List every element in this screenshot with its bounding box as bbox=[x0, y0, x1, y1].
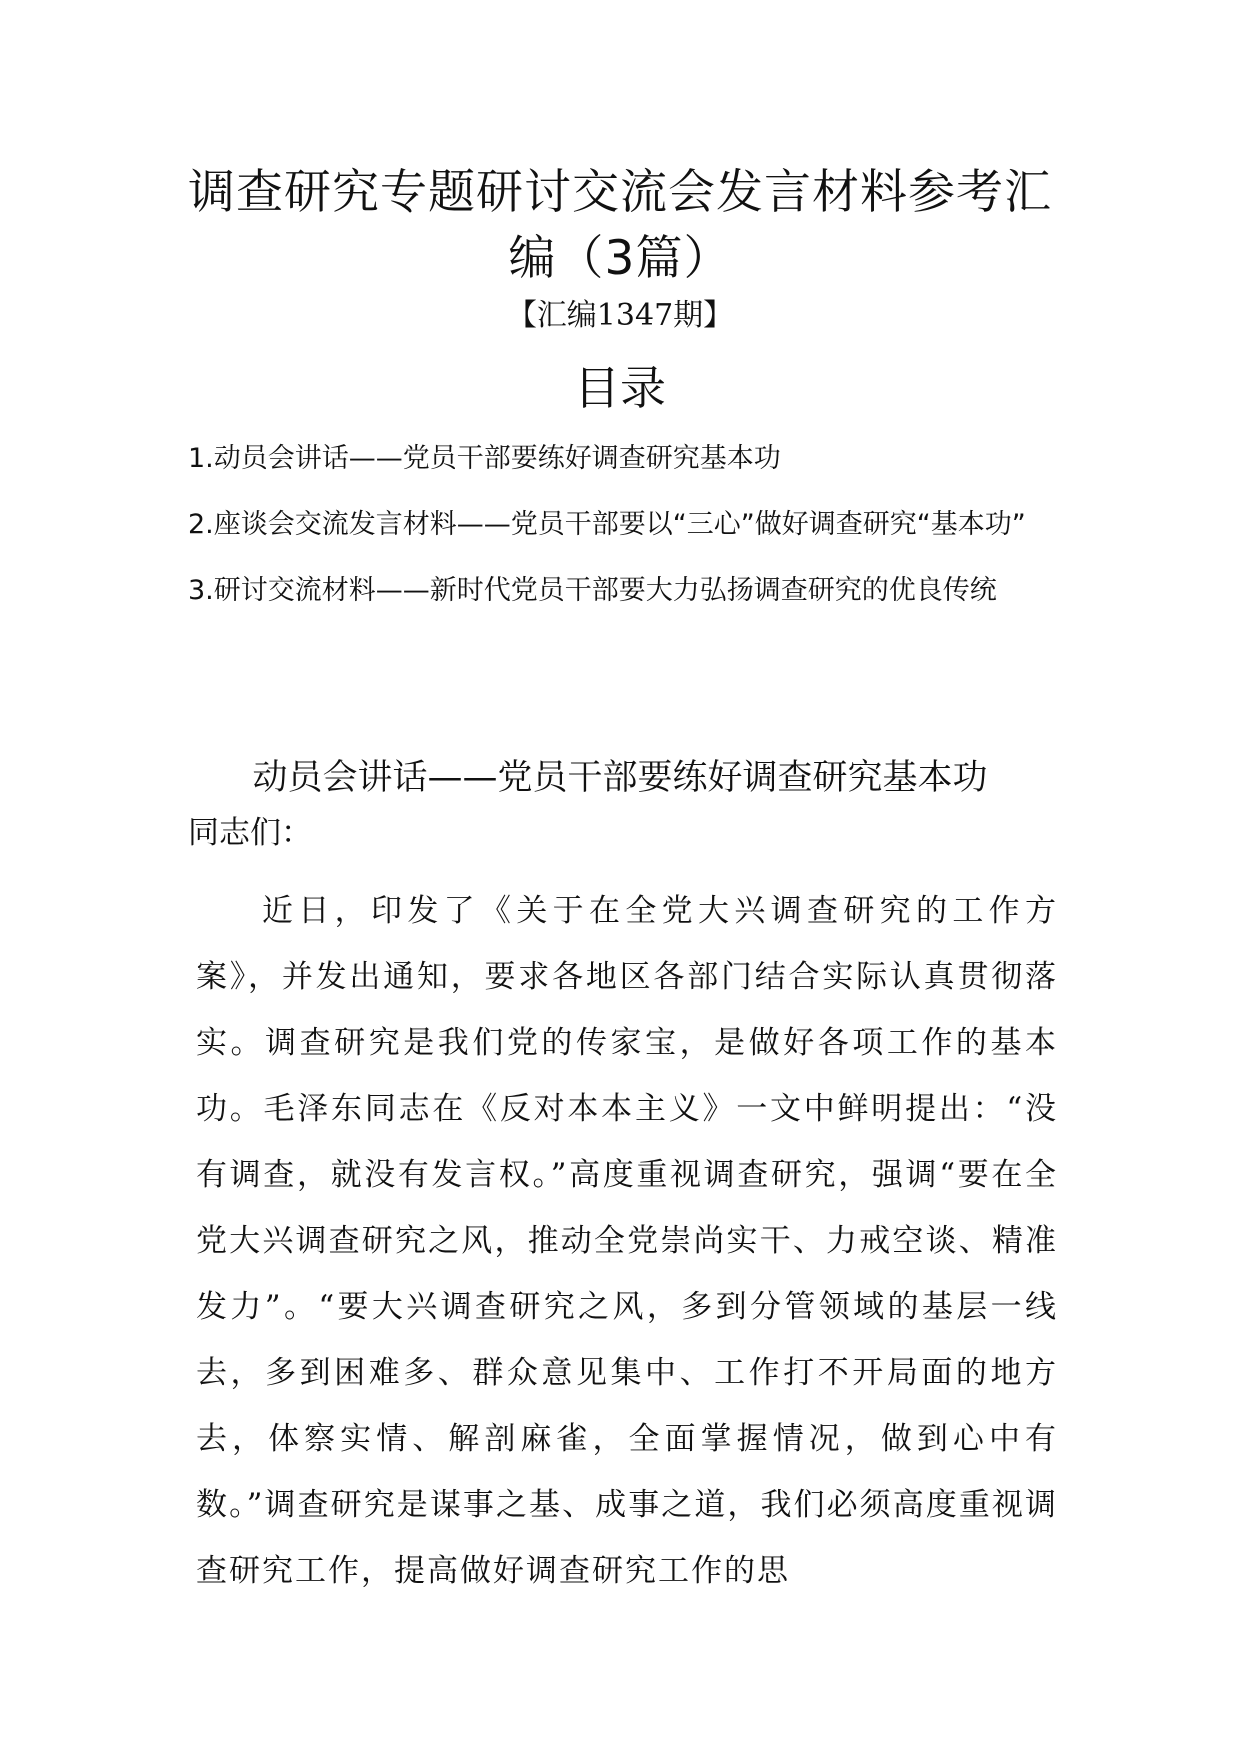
body-paragraph: 近日，印发了《关于在全党大兴调查研究的工作方案》，并发出通知，要求各地区各部门结合实际认真贯彻落实。调查研究是我们党的传家宝，是做好各项工作的基本功。毛泽东同志在《反对本本主义》一文中鲜明提出：“没有调查，就没有发言权。”高度重视调查研究，强调“要在全党大兴调查研究之风，推动全党崇尚实干、力戒空谈、精准发力”。“要大兴调查研究之风，多到分管领域的基层一线去，多到困难多、群众意见集中、工作打不开局面的地方去，体察实情、解剖麻雀，全面掌握情况，做到心中有数。”调查研究是谋事之基、成事之道，我们必须高度重视调查研究工作，提高做好调查研究工作的思 bbox=[196, 893, 1058, 1589]
toc-heading: 目录 bbox=[574, 361, 666, 415]
toc-item: 1.动员会讲话——党员干部要练好调查研究基本功 bbox=[188, 443, 781, 474]
salutation: 同志们： bbox=[188, 815, 312, 851]
issue-number: 【汇编1347期】 bbox=[506, 298, 734, 333]
table-of-contents bbox=[188, 426, 1058, 624]
toc-item: 2.座谈会交流发言材料——党员干部要以“三心”做好调查研究“基本功” bbox=[188, 509, 1026, 540]
section-title: 动员会讲话——党员干部要练好调查研究基本功 bbox=[252, 758, 988, 798]
toc-item: 3.研讨交流材料——新时代党员干部要大力弘扬调查研究的优良传统 bbox=[188, 575, 997, 606]
document-title: 调查研究专题研讨交流会发言材料参考汇编（3篇） bbox=[188, 165, 1052, 286]
